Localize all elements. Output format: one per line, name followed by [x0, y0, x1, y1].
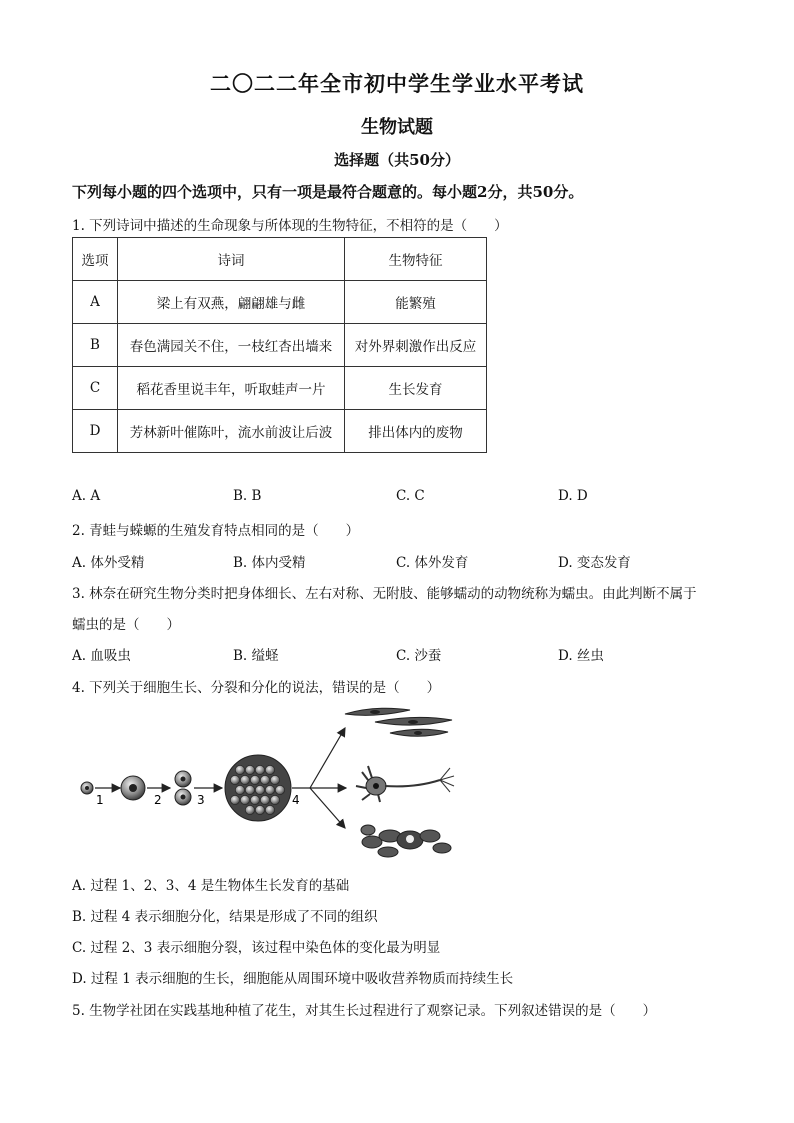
- question-2-option-a[interactable]: A. 体外受精: [72, 555, 145, 571]
- small-cell: [81, 782, 93, 794]
- cluster-cell: [255, 765, 264, 774]
- table-row: [73, 367, 487, 410]
- table-cell: A: [73, 281, 118, 324]
- question-1-option-a[interactable]: A. A: [72, 488, 101, 504]
- cluster-cell: [250, 775, 259, 784]
- question-3-option-a[interactable]: A. 血吸虫: [72, 648, 131, 664]
- table-header: 生物特征: [345, 238, 487, 281]
- blood-cells: [361, 825, 451, 857]
- table-cell: 芳林新叶催陈叶，流水前波让后波: [118, 410, 345, 453]
- table-cell: 稻花香里说丰年，听取蛙声一片: [118, 367, 345, 410]
- question-1-table: [72, 237, 487, 453]
- cluster-cell: [270, 795, 279, 804]
- subject-title: 生物试题: [361, 117, 433, 138]
- cell-cluster: [225, 755, 291, 821]
- cluster-cell: [245, 805, 254, 814]
- table-cell: C: [73, 367, 118, 410]
- question-4-option-b[interactable]: B. 过程 4 表示细胞分化，结果是形成了不同的组织: [72, 909, 378, 925]
- question-2-stem: 2. 青蛙与蝾螈的生殖发育特点相同的是（ ）: [72, 523, 360, 539]
- table-cell: 排出体内的废物: [345, 410, 487, 453]
- table-cell: 梁上有双燕，翩翩雄与雌: [118, 281, 345, 324]
- table-row: [73, 324, 487, 367]
- question-3-option-c[interactable]: C. 沙蚕: [396, 648, 442, 664]
- process-label-1: 1: [96, 793, 104, 807]
- table-cell: 生长发育: [345, 367, 487, 410]
- cluster-cell: [235, 785, 244, 794]
- cluster-cell: [260, 775, 269, 784]
- cluster-cell: [250, 795, 259, 804]
- table-cell: B: [73, 324, 118, 367]
- process-label-3: 3: [197, 793, 205, 807]
- question-1-option-d[interactable]: D. D: [558, 488, 588, 504]
- question-3-option-d[interactable]: D. 丝虫: [558, 648, 604, 664]
- cluster-cell: [270, 775, 279, 784]
- cluster-cell: [240, 775, 249, 784]
- arrow-to-muscle: [310, 728, 345, 788]
- muscle-cells: [345, 708, 452, 736]
- process-label-2: 2: [154, 793, 162, 807]
- cluster-cell: [265, 785, 274, 794]
- cluster-cell: [245, 785, 254, 794]
- question-4-stem: 4. 下列关于细胞生长、分裂和分化的说法，错误的是（ ）: [72, 680, 441, 696]
- question-5-stem: 5. 生物学社团在实践基地种植了花生，对其生长过程进行了观察记录。下列叙述错误的是（ ）: [72, 1003, 657, 1019]
- grown-cell: [121, 776, 145, 800]
- cluster-cell: [230, 775, 239, 784]
- arrow-to-blood: [310, 788, 345, 828]
- cluster-cell: [260, 795, 269, 804]
- table-cell: 春色满园关不住，一枝红杏出墙来: [118, 324, 345, 367]
- cluster-cell: [255, 785, 264, 794]
- question-3-option-b[interactable]: B. 缢蛏: [233, 648, 279, 664]
- table-row: [73, 410, 487, 453]
- question-4-option-d[interactable]: D. 过程 1 表示细胞的生长，细胞能从周围环境中吸收营养物质而持续生长: [72, 971, 514, 987]
- table-cell: D: [73, 410, 118, 453]
- neuron-cell: [356, 766, 454, 802]
- table-header-row: [73, 238, 487, 281]
- question-2-option-c[interactable]: C. 体外发育: [396, 555, 469, 571]
- cluster-cell: [265, 805, 274, 814]
- question-2-option-d[interactable]: D. 变态发育: [558, 555, 631, 571]
- cluster-cell: [230, 795, 239, 804]
- section-instructions: 下列每小题的四个选项中，只有一项是最符合题意的。每小题2分，共50分。: [72, 183, 584, 201]
- section-title: 选择题（共50分）: [334, 151, 460, 169]
- question-4-option-a[interactable]: A. 过程 1、2、3、4 是生物体生长发育的基础: [72, 878, 350, 894]
- cluster-cell: [255, 805, 264, 814]
- question-3-stem: 3. 林奈在研究生物分类时把身体细长、左右对称、无附肢、能够蠕动的动物统称为蠕虫。由此判断不属于: [72, 586, 697, 602]
- question-2-option-b[interactable]: B. 体内受精: [233, 555, 306, 571]
- table-header: 诗词: [118, 238, 345, 281]
- process-label-4: 4: [292, 793, 300, 807]
- cluster-cell: [245, 765, 254, 774]
- question-1-option-c[interactable]: C. C: [396, 488, 425, 504]
- cluster-cell: [275, 785, 284, 794]
- cluster-cell: [265, 765, 274, 774]
- dividing-cells: [175, 771, 191, 805]
- cell-process-diagram: [70, 700, 470, 865]
- table-row: [73, 281, 487, 324]
- table-cell: 能繁殖: [345, 281, 487, 324]
- cluster-cell: [235, 765, 244, 774]
- cluster-cell: [240, 795, 249, 804]
- table-cell: 对外界刺激作出反应: [345, 324, 487, 367]
- exam-title: 二〇二二年全市初中学生学业水平考试: [210, 71, 584, 96]
- question-3-stem-continued: 蠕虫的是（ ）: [72, 617, 180, 633]
- table-header: 选项: [73, 238, 118, 281]
- question-1-option-b[interactable]: B. B: [233, 488, 262, 504]
- question-4-option-c[interactable]: C. 过程 2、3 表示细胞分裂，该过程中染色体的变化最为明显: [72, 940, 441, 956]
- question-1-stem: 1. 下列诗词中描述的生命现象与所体现的生物特征，不相符的是（ ）: [72, 218, 508, 234]
